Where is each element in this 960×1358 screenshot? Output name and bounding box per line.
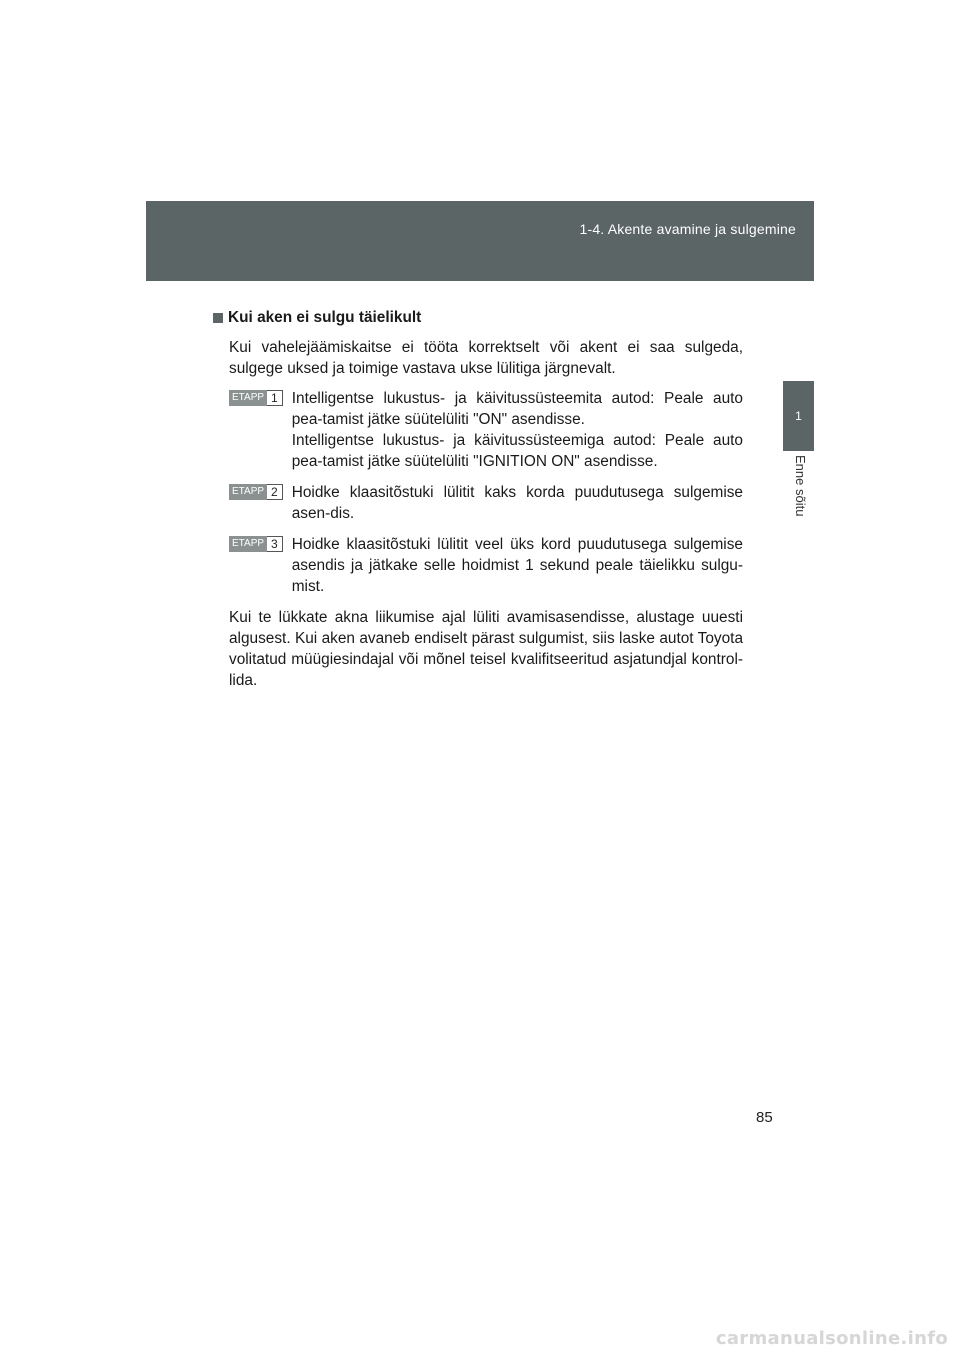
step-badge-label: ETAPP [229, 390, 267, 406]
step-badge-number: 1 [267, 390, 283, 406]
header-title: 1-4. Akente avamine ja sulgemine [579, 221, 796, 237]
step-badge-number: 2 [267, 484, 283, 500]
step-text [292, 388, 743, 472]
step-1 [229, 388, 743, 472]
step-line: Intelligentse lukustus- ja käivitussüsteemiga autod: Peale auto pea-tamist jätke süütelüliti "IGNITION ON" asendisse. [291, 432, 743, 470]
step-line: Intelligentse lukustus- ja käivitussüsteemita autod: Peale auto pea-tamist jätke süütelüliti "ON" asendisse. [291, 390, 743, 428]
chapter-tab [783, 381, 814, 451]
chapter-number: 1 [795, 409, 802, 423]
step-text [292, 534, 743, 597]
step-badge [229, 390, 283, 406]
step-2 [229, 482, 743, 524]
step-badge [229, 484, 283, 500]
step-badge [229, 536, 283, 552]
step-line: Hoidke klaasitõstuki lülitit veel üks kord puudutusega sulgemise asendis ja jätkake selle hoidmist 1 sekund peale täielikku sulgu-mist. [291, 536, 743, 595]
section-outro: Kui te lükkate akna liikumise ajal lüliti avamisasendisse, alustage uuesti algusest. Kui aken avaneb endiselt pärast sulgumist, siis laske autot Toyota volitatud müügiesindajal või mõnel teisel kvalifitseeritud asjatundjal kontrol-lida. [229, 609, 743, 689]
step-text [292, 482, 743, 524]
step-badge-number: 3 [267, 536, 283, 552]
section-heading-text: Kui aken ei sulgu täielikult [228, 309, 422, 326]
page-number: 85 [756, 1109, 773, 1126]
chapter-label: Enne sõitu [793, 455, 808, 517]
step-badge-label: ETAPP [229, 536, 267, 552]
step-3 [229, 534, 743, 597]
step-badge-label: ETAPP [229, 484, 267, 500]
header-bar [146, 201, 814, 281]
watermark: carmanualsonline.info [715, 1328, 948, 1349]
section-intro: Kui vahelejäämiskaitse ei tööta korrektselt või akent ei saa sulgeda, sulgege uksed ja toimige vastava ukse lülitiga järgnevalt. [229, 339, 743, 377]
section-heading [213, 307, 743, 328]
step-line: Hoidke klaasitõstuki lülitit kaks korda puudutusega sulgemise asen-dis. [291, 484, 743, 522]
square-bullet-icon [213, 313, 223, 323]
section [213, 307, 743, 691]
